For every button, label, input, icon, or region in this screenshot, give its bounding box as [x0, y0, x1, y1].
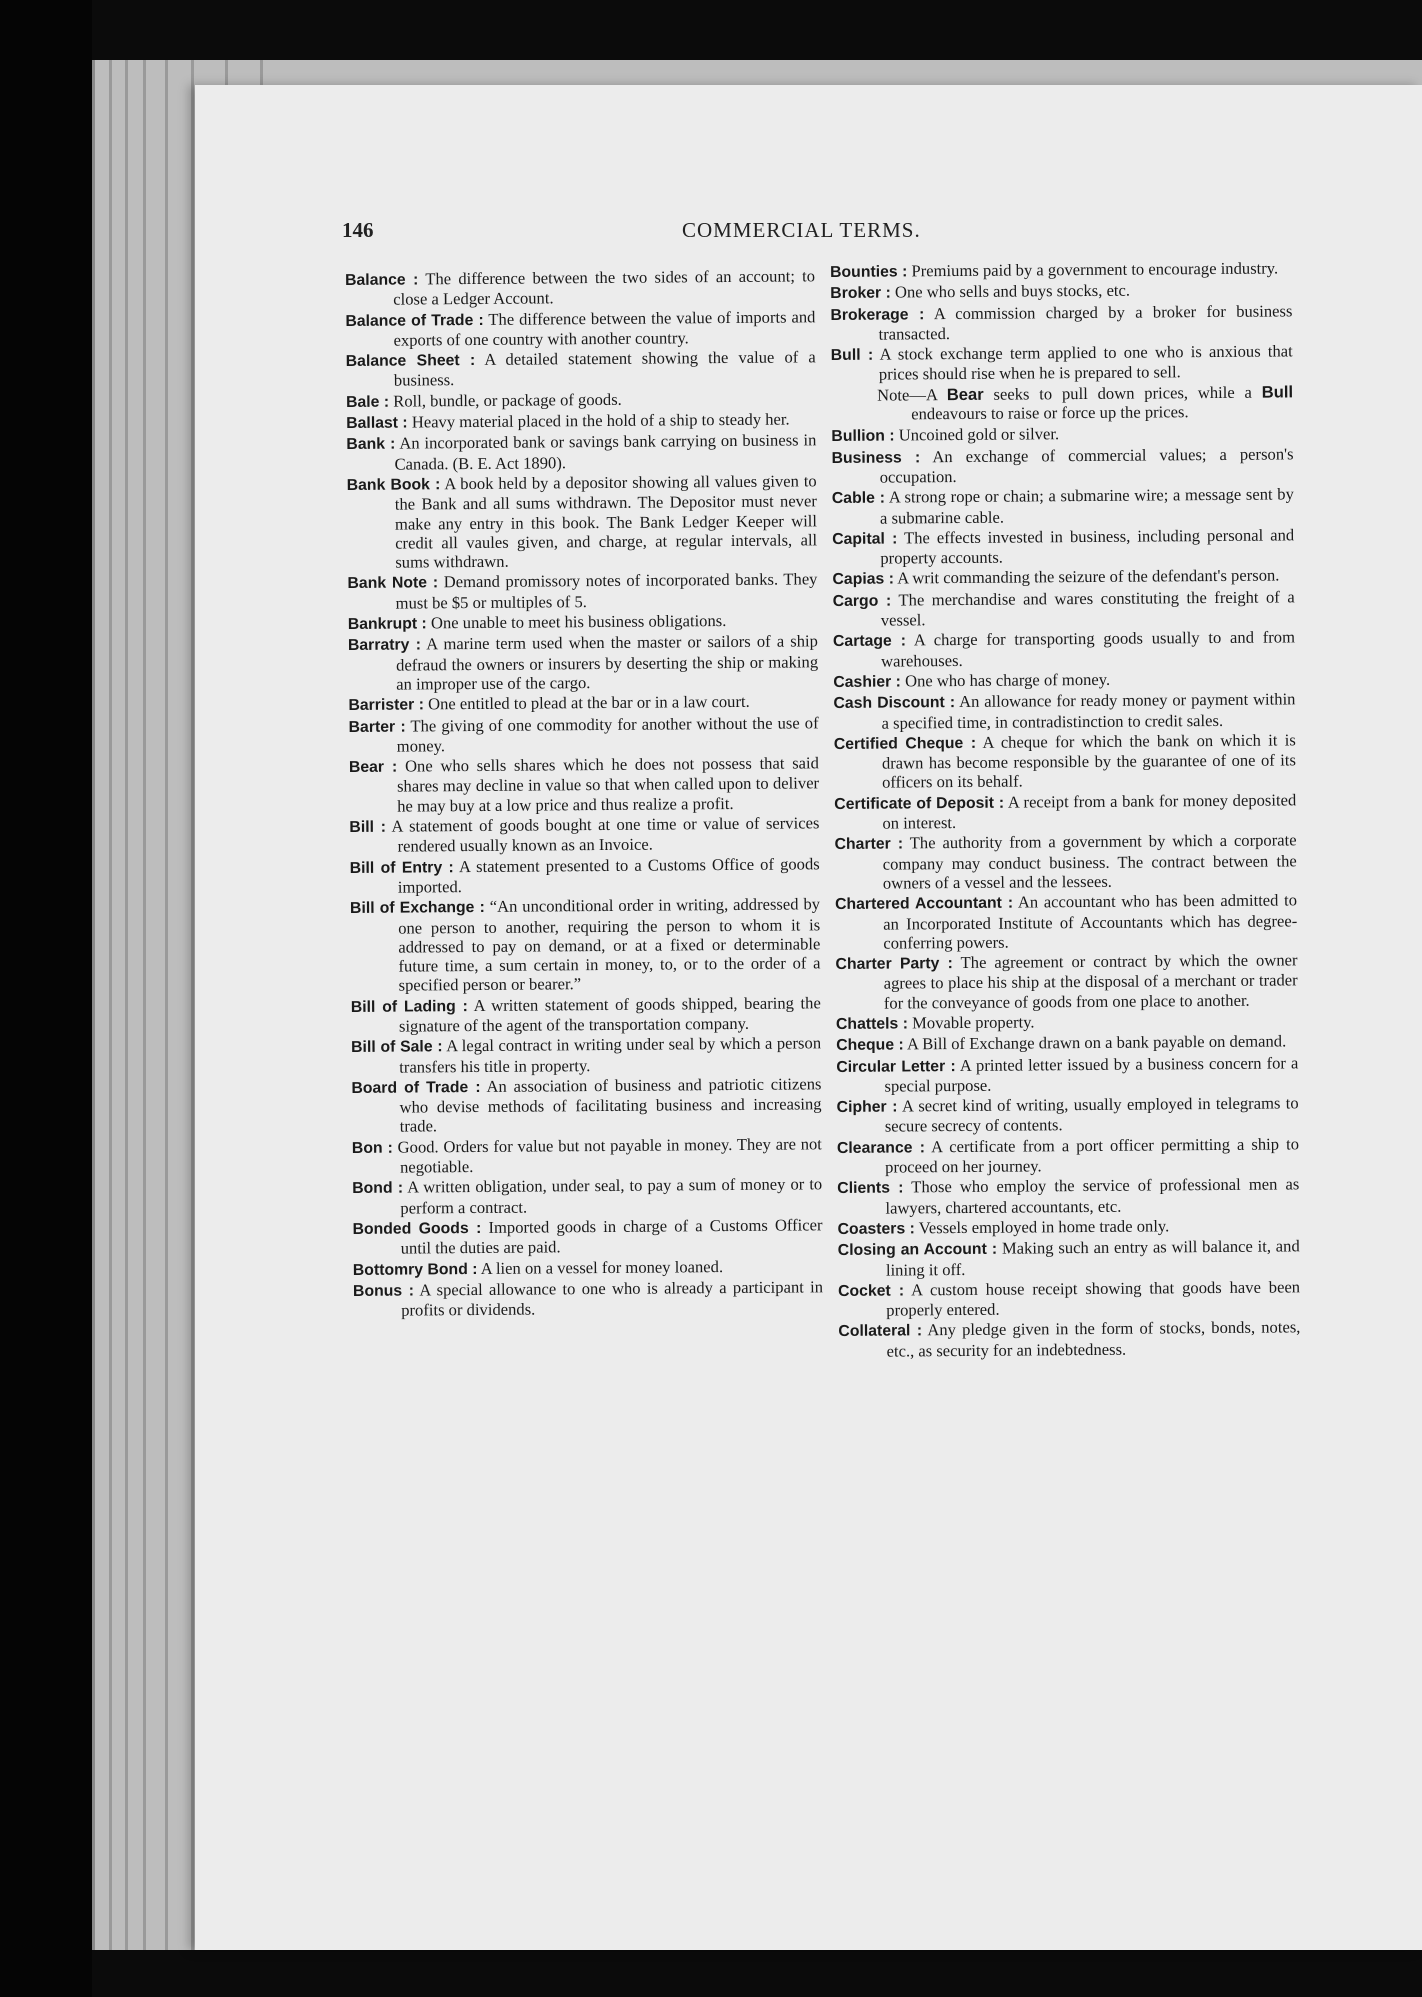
glossary-definition: An allowance for ready money or payment within a specified time, in contradistinction to credit sales.: [881, 689, 1296, 733]
glossary-definition: The giving of one commodity for another without the use of money.: [396, 712, 819, 756]
glossary-term: Bill :: [349, 818, 387, 836]
glossary-entry: [352, 1215, 822, 1258]
note-term: Bull: [1261, 382, 1294, 402]
glossary-definition: A Bill of Exchange drawn on a bank payable on demand.: [906, 1031, 1287, 1054]
glossary-entry: [830, 280, 1292, 304]
glossary-definition: Those who employ the service of professional men as lawyers, chartered accountants, etc.: [885, 1174, 1300, 1218]
page-edge: [125, 60, 128, 1950]
glossary-definition: A legal contract in writing under seal by which a person transfers his title in property.: [399, 1033, 822, 1077]
glossary-entry: [834, 730, 1296, 793]
glossary-term: Cheque :: [836, 1036, 904, 1055]
glossary-entry: [346, 431, 816, 474]
glossary-entry: [830, 258, 1292, 282]
glossary-term: Chattels :: [835, 1015, 909, 1033]
glossary-entry: [353, 1256, 823, 1280]
glossary-definition: A statement of goods bought at one time or value of services rendered usually known as an Invoice.: [391, 813, 820, 856]
glossary-term: Collateral :: [838, 1322, 923, 1341]
glossary-entry: [349, 813, 819, 856]
glossary-entry: [348, 692, 818, 716]
glossary-term: Cipher :: [836, 1098, 898, 1117]
glossary-definition: One unable to meet his business obligations.: [430, 611, 727, 633]
glossary-definition: A stock exchange term applied to one who is anxious that prices should rise when he is prepared to sell.: [878, 341, 1293, 385]
glossary-entry: [834, 831, 1296, 894]
glossary-entry: [832, 485, 1294, 528]
page-header: [342, 218, 1352, 252]
glossary-entry: [346, 388, 816, 412]
glossary-definition: One who sells shares which he does not possess that said shares may decline in value so that when called upon to deliver he may buy at a low price and thus realize a profit.: [396, 753, 820, 816]
glossary-entry: [345, 266, 815, 309]
glossary-entry: [835, 891, 1297, 954]
glossary-term: Balance Sheet :: [345, 352, 476, 371]
glossary-entry: [352, 1175, 822, 1218]
glossary-entry: [832, 566, 1294, 590]
glossary-definition: The authority from a government by which a corporate company may conduct business. The contract between the owners of a vessel and the lessees.: [882, 830, 1297, 893]
glossary-entry: [833, 690, 1295, 733]
glossary-definition: The difference between the two sides of an account; to close a Ledger Account.: [393, 266, 816, 309]
glossary-term: Balance of Trade :: [345, 311, 484, 330]
glossary-entry: [830, 301, 1292, 344]
glossary-entry: [348, 632, 818, 695]
running-title: COMMERCIAL TERMS.: [682, 218, 921, 242]
glossary-term: Cartage :: [832, 632, 907, 651]
note-term: Bear: [946, 384, 984, 404]
glossary-entry: [352, 1134, 822, 1177]
glossary-definition: “An unconditional order in writing, addressed by one person to another, requiring the person to whom it is addressed to pay on demand, or at a fixed or determinable future time, a sum certain in money, to, or to the order of a specified person or bearer.”: [398, 894, 821, 995]
right-column: [830, 258, 1301, 1362]
glossary-entry: [838, 1237, 1300, 1280]
glossary-entry: [350, 854, 820, 897]
glossary-definition: Imported goods in charge of a Customs Officer until the duties are paid.: [400, 1215, 823, 1258]
glossary-definition: A receipt from a bank for money deposited on interest.: [882, 790, 1297, 833]
glossary-term: Cable :: [831, 489, 886, 508]
glossary-definition: A custom house receipt showing that goods have been properly entered.: [886, 1277, 1301, 1320]
glossary-definition: A lien on a vessel for money loaned.: [480, 1256, 724, 1278]
glossary-definition: Good. Orders for value but not payable in money. They are not negotiable.: [397, 1134, 822, 1177]
glossary-term: Chartered Accountant :: [834, 894, 1014, 914]
glossary-term: Bank Book :: [346, 476, 441, 494]
glossary-definition: A secret kind of writing, usually employed in telegrams to secure secrecy of contents.: [884, 1093, 1299, 1137]
glossary-term: Circular Letter :: [836, 1057, 956, 1076]
page-edge: [191, 60, 194, 1950]
glossary-term: Business :: [831, 448, 921, 467]
glossary-term: Bank Note :: [347, 574, 439, 593]
glossary-term: Bonded Goods :: [352, 1219, 482, 1238]
glossary-definition: A cheque for which the bank on which it is drawn has become responsible by the guarantee of one of its officers on its behalf.: [881, 730, 1297, 793]
glossary-definition: A written obligation, under seal, to pay a sum of money or to perform a contract.: [400, 1174, 823, 1218]
glossary-term: Charter Party :: [835, 955, 953, 974]
glossary-entry: [347, 471, 818, 572]
glossary-definition: A strong rope or chain; a submarine wire; a message sent by a submarine cable.: [879, 484, 1294, 528]
page-edge: [109, 60, 112, 1950]
glossary-definition: One entitled to plead at the bar or in a law court.: [428, 692, 750, 714]
glossary-entry: [351, 993, 821, 1036]
glossary-entry: [348, 610, 818, 634]
glossary-term: Bear :: [348, 758, 398, 777]
glossary-entry: [837, 1094, 1299, 1137]
glossary-term: Cash Discount :: [833, 694, 956, 713]
glossary-definition: A charge for transporting goods usually to and from warehouses.: [881, 627, 1296, 671]
glossary-definition: A writ commanding the seizure of the defendant's person.: [897, 565, 1280, 588]
glossary-definition: One who sells and buys stocks, etc.: [894, 280, 1131, 302]
glossary-term: Capital :: [832, 530, 898, 548]
note-text: seeks to pull down prices, while a: [983, 382, 1262, 404]
glossary-definition: An accountant who has been admitted to an Incorporated Institute of Accountants which has degree-conferring powers.: [883, 890, 1298, 953]
glossary-term: Bottomry Bond :: [352, 1260, 478, 1279]
glossary-term: Bill of Entry :: [349, 858, 454, 877]
glossary-entry: [351, 1074, 821, 1137]
note-text: Note—A: [876, 384, 947, 405]
glossary-definition: A special allowance to one who is already a participant in profits or dividends.: [401, 1277, 824, 1320]
glossary-definition: A written statement of goods shipped, bearing the signature of the agent of the transportation company.: [398, 992, 821, 1036]
glossary-entry: [347, 570, 817, 613]
left-column: [345, 266, 823, 1321]
glossary-definition: The effects invested in business, including personal and property accounts.: [880, 525, 1295, 568]
page-edge: [143, 60, 146, 1950]
glossary-definition: One who has charge of money.: [904, 669, 1111, 691]
glossary-term: Cargo :: [832, 592, 892, 610]
glossary-term: Bonus :: [352, 1282, 415, 1300]
glossary-definition: An incorporated bank or savings bank carrying on business in Canada. (B. E. Act 1890).: [394, 430, 817, 474]
glossary-entry: [346, 347, 816, 390]
glossary-term: Bounties :: [830, 263, 908, 281]
glossary-entry: [349, 713, 819, 756]
glossary-definition: Premiums paid by a government to encourage industry.: [911, 258, 1279, 281]
glossary-term: Barter :: [348, 718, 406, 736]
glossary-entry: [835, 950, 1297, 1013]
glossary-entry: [351, 1034, 821, 1077]
page-edge: [165, 60, 168, 1950]
glossary-entry: [837, 1175, 1299, 1218]
glossary-entry: [832, 525, 1294, 568]
glossary-term: Coasters :: [837, 1220, 915, 1238]
glossary-definition: Uncoined gold or silver.: [898, 424, 1060, 445]
glossary-definition: The merchandise and wares constituting the freight of a vessel.: [880, 587, 1295, 630]
glossary-entry: [345, 307, 815, 350]
glossary-entry: [837, 1134, 1299, 1177]
glossary-term: Certified Cheque :: [833, 734, 977, 753]
glossary-term: Bill of Exchange :: [349, 899, 485, 918]
glossary-term: Capias :: [832, 570, 895, 589]
glossary-term: Bond :: [352, 1179, 404, 1198]
glossary-term: Closing an Account :: [837, 1240, 998, 1260]
glossary-definition: A book held by a depositor showing all values given to the Bank and all sums withdrawn. The Depositor must never make any entry in this book. The Bank Ledger Keeper will credit all vaules given, and charge, at regular intervals, all sums withdrawn.: [394, 471, 818, 572]
glossary-term: Bank :: [346, 435, 396, 454]
glossary-entry: [831, 342, 1293, 385]
glossary-entry: [346, 409, 816, 433]
glossary-definition: A statement presented to a Customs Office of goods imported.: [397, 853, 820, 897]
glossary-term: Bill of Lading :: [350, 997, 468, 1016]
glossary-entry: [831, 444, 1293, 487]
glossary-definition: The difference between the value of imports and exports of one country with another country.: [393, 306, 816, 350]
note-entry: [831, 382, 1293, 424]
glossary-term: Bill of Sale :: [351, 1038, 443, 1057]
glossary-entry: [836, 1010, 1298, 1034]
glossary-entry: [353, 1277, 823, 1320]
glossary-term: Balance :: [345, 271, 419, 289]
glossary-definition: A printed letter issued by a business concern for a special purpose.: [884, 1052, 1299, 1096]
glossary-definition: A detailed statement showing the value of a business.: [393, 347, 816, 391]
glossary-entry: [838, 1215, 1300, 1239]
scan-border: [0, 0, 92, 1997]
glossary-entry: [838, 1277, 1300, 1320]
glossary-term: Barrister :: [348, 696, 425, 715]
glossary-entry: [350, 894, 821, 995]
glossary-entry: [836, 1053, 1298, 1096]
glossary-definition: Any pledge given in the form of stocks, bonds, notes, etc., as security for an indebtedness.: [886, 1317, 1301, 1361]
glossary-term: Clearance :: [836, 1139, 926, 1157]
glossary-definition: Roll, bundle, or package of goods.: [393, 389, 622, 411]
glossary-definition: The agreement or contract by which the owner agrees to place his ship at the disposal of a merchant or trader for the conveyance of goods from one place to another.: [883, 950, 1298, 1013]
glossary-entry: [834, 790, 1296, 833]
glossary-entry: [838, 1318, 1300, 1361]
glossary-entry: [831, 423, 1293, 447]
glossary-term: Bankrupt :: [347, 615, 427, 634]
note-text: endeavours to raise or force up the prices.: [911, 402, 1189, 424]
glossary-term: Ballast :: [346, 414, 408, 433]
glossary-term: Barratry :: [347, 636, 422, 655]
glossary-definition: A commission charged by a broker for business transacted.: [878, 300, 1293, 344]
glossary-term: Clients :: [837, 1179, 904, 1198]
glossary-term: Bullion :: [831, 427, 895, 446]
glossary-entry: [833, 587, 1295, 630]
glossary-definition: A marine term used when the master or sailors of a ship defraud the owners or insurers by deserting the ship or making an improper use of the cargo.: [396, 631, 819, 694]
page-number: 146: [342, 218, 374, 242]
glossary-definition: Making such an entry as will balance it, and lining it off.: [885, 1236, 1300, 1280]
glossary-term: Cashier :: [833, 673, 901, 691]
glossary-term: Charter :: [834, 835, 904, 854]
glossary-definition: Heavy material placed in the hold of a ship to steady her.: [411, 409, 790, 432]
glossary-term: Certificate of Deposit :: [834, 794, 1005, 813]
glossary-definition: Demand promissory notes of incorporated banks. They must be $5 or multiples of 5.: [395, 569, 818, 613]
glossary-definition: Vessels employed in home trade only.: [918, 1216, 1170, 1238]
glossary-definition: A certificate from a port officer permitting a ship to proceed on her journey.: [885, 1134, 1300, 1177]
glossary-term: Cocket :: [838, 1282, 905, 1300]
glossary-term: Bale :: [345, 393, 390, 411]
glossary-definition: Movable property.: [912, 1012, 1035, 1033]
glossary-entry: [349, 753, 819, 816]
glossary-term: Board of Trade :: [351, 1078, 481, 1097]
glossary-entry: [833, 668, 1295, 692]
glossary-definition: An exchange of commercial values; a person's occupation.: [879, 444, 1294, 487]
glossary-term: Bon :: [351, 1139, 393, 1157]
glossary-term: Broker :: [830, 284, 891, 303]
glossary-term: Bull :: [830, 346, 874, 365]
glossary-definition: An association of business and patriotic citizens who devise methods of facilitating business and increasing trade.: [399, 1074, 822, 1137]
glossary-entry: [836, 1032, 1298, 1056]
glossary-term: Brokerage :: [830, 305, 925, 324]
glossary-entry: [833, 628, 1295, 671]
